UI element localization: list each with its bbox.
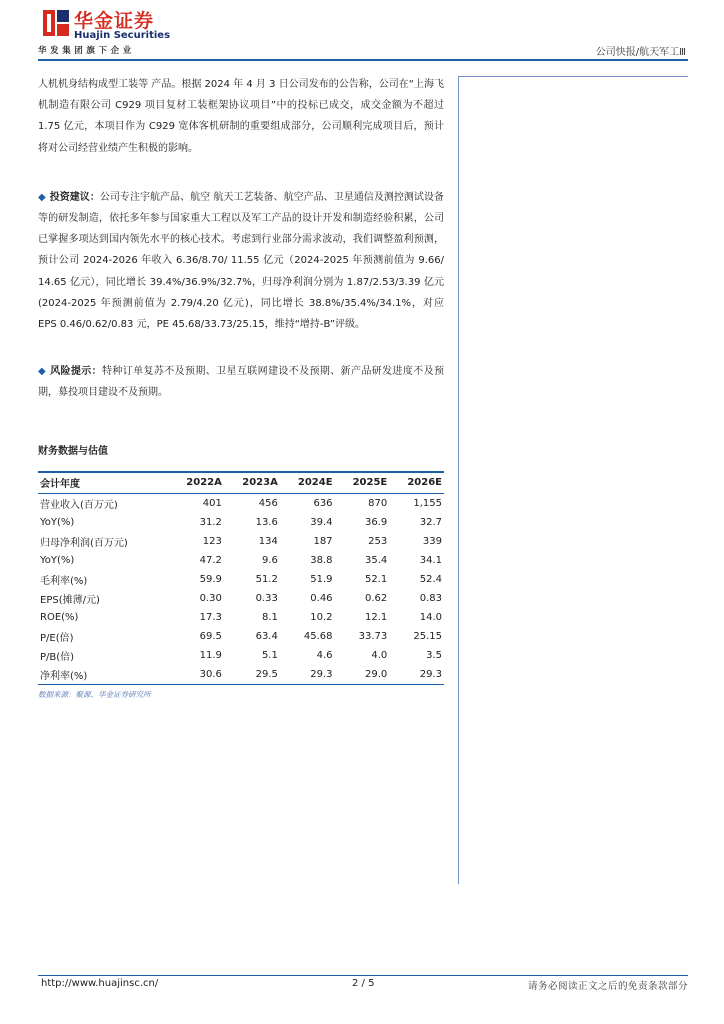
value-cell: 45.68 [303, 630, 333, 642]
row-label-cell: ROE(%) [40, 611, 79, 623]
financial-table [38, 471, 444, 685]
row-label-cell: P/B(倍) [40, 651, 75, 663]
value-cell: 17.3 [199, 611, 222, 623]
value-cell: 339 [422, 535, 442, 547]
table-header-cell: 2022A [168, 472, 224, 494]
value-cell: 36.9 [364, 516, 388, 528]
value-cell: 51.9 [310, 573, 333, 585]
row-label-cell: EPS(摊薄/元) [40, 594, 100, 606]
value-cell: 3.5 [426, 649, 442, 661]
value-cell: 0.46 [310, 592, 333, 604]
value-cell: 32.7 [419, 516, 442, 528]
value-cell: 0.83 [419, 592, 442, 604]
table-header-cell: 2024E [280, 472, 335, 494]
logo-chinese-name: 华金证券 [74, 10, 155, 32]
table-row [38, 589, 444, 608]
data-source-note: 数据来源：聚源、华金证券研究所 [38, 689, 151, 699]
risk-warning-paragraph [38, 361, 444, 403]
table-row [38, 513, 444, 532]
row-label-cell: 归母净利润(百万元) [40, 537, 128, 549]
value-cell: 29.0 [335, 665, 390, 685]
table-row [38, 646, 444, 665]
value-cell: 34.1 [419, 554, 442, 566]
value-cell: 38.8 [310, 554, 333, 566]
project-paragraph: 人机机身结构成型工装等 产品。根据 2024 年 4 月 3 日公司发布的公告称，公司在“上海飞机制造有限公司 C929 项目复材工装框架协议项目”中的投标已成交，成交金额为不超过 1.75 亿元，本项目作为 C929 宽体客机研制的重要组成部分，公司顺利完成项目后，预计将对公司经营业绩产生积极的影响。 [38, 79, 444, 154]
website-link[interactable]: http://www.huajinsc.cn/ [41, 978, 159, 989]
investment-advice-paragraph [38, 187, 444, 335]
group-slogan: 华发集团旗下企业 [38, 46, 135, 56]
table-header-cell: 会计年度 [38, 472, 168, 494]
diamond-bullet-icon: ◆ [38, 191, 46, 203]
table-row [38, 627, 444, 646]
value-cell: 636 [313, 497, 333, 509]
table-row [38, 493, 444, 513]
table-row [38, 532, 444, 551]
row-label-cell: YoY(%) [40, 516, 75, 528]
page-number: 2 / 5 [352, 978, 375, 989]
value-cell: 30.6 [168, 665, 224, 685]
table-header-row [38, 472, 444, 494]
value-cell: 25.15 [413, 630, 442, 642]
value-cell: 8.1 [261, 611, 278, 623]
main-content [38, 74, 444, 700]
logo-english-name: Huajin Securities [74, 30, 171, 41]
huajin-logo-mark-icon [41, 8, 71, 38]
table-row [38, 665, 444, 685]
value-cell: 14.0 [419, 611, 442, 623]
value-cell: 29.3 [389, 665, 444, 685]
value-cell: 401 [202, 497, 222, 509]
value-cell: 52.4 [419, 573, 442, 585]
row-label-cell: YoY(%) [40, 554, 75, 566]
value-cell: 11.9 [199, 649, 222, 661]
row-label-cell: 毛利率(%) [40, 575, 88, 587]
footer-divider [38, 975, 688, 976]
value-cell: 123 [202, 535, 222, 547]
row-label-cell: 营业收入(百万元) [40, 499, 118, 511]
value-cell: 253 [368, 535, 388, 547]
value-cell: 13.6 [255, 516, 278, 528]
row-label-cell: 净利率(%) [38, 665, 168, 685]
table-row [38, 570, 444, 589]
value-cell: 69.5 [199, 630, 222, 642]
value-cell: 29.3 [280, 665, 335, 685]
table-title: 财务数据与估值 [38, 445, 108, 457]
value-cell: 4.0 [371, 649, 388, 661]
investment-advice-label: 投资建议： [49, 191, 100, 203]
sidebar-top-divider [458, 76, 688, 77]
table-header-cell: 2023A [224, 472, 280, 494]
value-cell: 0.30 [199, 592, 222, 604]
row-label-cell: P/E(倍) [40, 632, 74, 644]
risk-warning-label: 风险提示： [50, 366, 102, 378]
value-cell: 870 [368, 497, 388, 509]
value-cell: 134 [258, 535, 278, 547]
table-row [38, 608, 444, 627]
disclaimer-note: 请务必阅读正文之后的免责条款部分 [527, 981, 688, 992]
value-cell: 39.4 [310, 516, 333, 528]
value-cell: 0.62 [364, 592, 388, 604]
risk-warning-text: 特种订单复苏不及预期、卫星互联网建设不及预期、新产品研发进度不及预期，募投项目建设不及预期。 [38, 366, 445, 399]
value-cell: 52.1 [364, 573, 388, 585]
value-cell: 4.6 [316, 649, 333, 661]
table-header-cell: 2026E [389, 472, 444, 494]
page-header [38, 6, 688, 58]
value-cell: 187 [313, 535, 333, 547]
investment-advice-text: 公司专注宇航产品、航空 航天工艺装备、航空产品、卫星通信及测控测试设备等的研发制造，依托多年参与国家重大工程以及军工产品的设计开发和制造经验积累，公司已掌握多项达到国内领先水平的核心技术。考虑到行业部分需求波动，我们调整盈利预测，预计公司 2024-2026 年收入 6.36/8.70/ 11.55 亿元（2024-2025 年预测前值为 9.66/ 14.65 亿元），同比增长 39.4%/36.9%/32.7%，归母净利润分别为 1.87/2.53/3.39 亿元(2024-2025 年预测前值为 2.79/4.20 亿元)，同比增长 38.8%/35.4%/34.1%，对应 EPS 0.46/0.62/0.83 元，PE 45.68/33.73/25.15，维持“增持-B”评级。 [38, 191, 444, 331]
header-divider [38, 59, 688, 61]
value-cell: 456 [258, 497, 278, 509]
value-cell: 10.2 [310, 611, 333, 623]
diamond-bullet-icon: ◆ [38, 366, 47, 378]
value-cell: 29.5 [224, 665, 280, 685]
value-cell: 0.33 [255, 592, 278, 604]
table-row [38, 551, 444, 570]
value-cell: 63.4 [255, 630, 278, 642]
value-cell: 1,155 [413, 497, 442, 509]
sidebar-divider [458, 76, 459, 884]
value-cell: 35.4 [364, 554, 388, 566]
value-cell: 59.9 [199, 573, 222, 585]
value-cell: 9.6 [261, 554, 278, 566]
table-header-cell: 2025E [335, 472, 390, 494]
table-body [38, 493, 444, 684]
value-cell: 5.1 [261, 649, 278, 661]
value-cell: 31.2 [199, 516, 222, 528]
value-cell: 12.1 [364, 611, 388, 623]
value-cell: 33.73 [358, 630, 388, 642]
value-cell: 47.2 [199, 554, 222, 566]
report-category: 公司快报/航天军工Ⅲ [595, 47, 686, 58]
value-cell: 51.2 [255, 573, 278, 585]
